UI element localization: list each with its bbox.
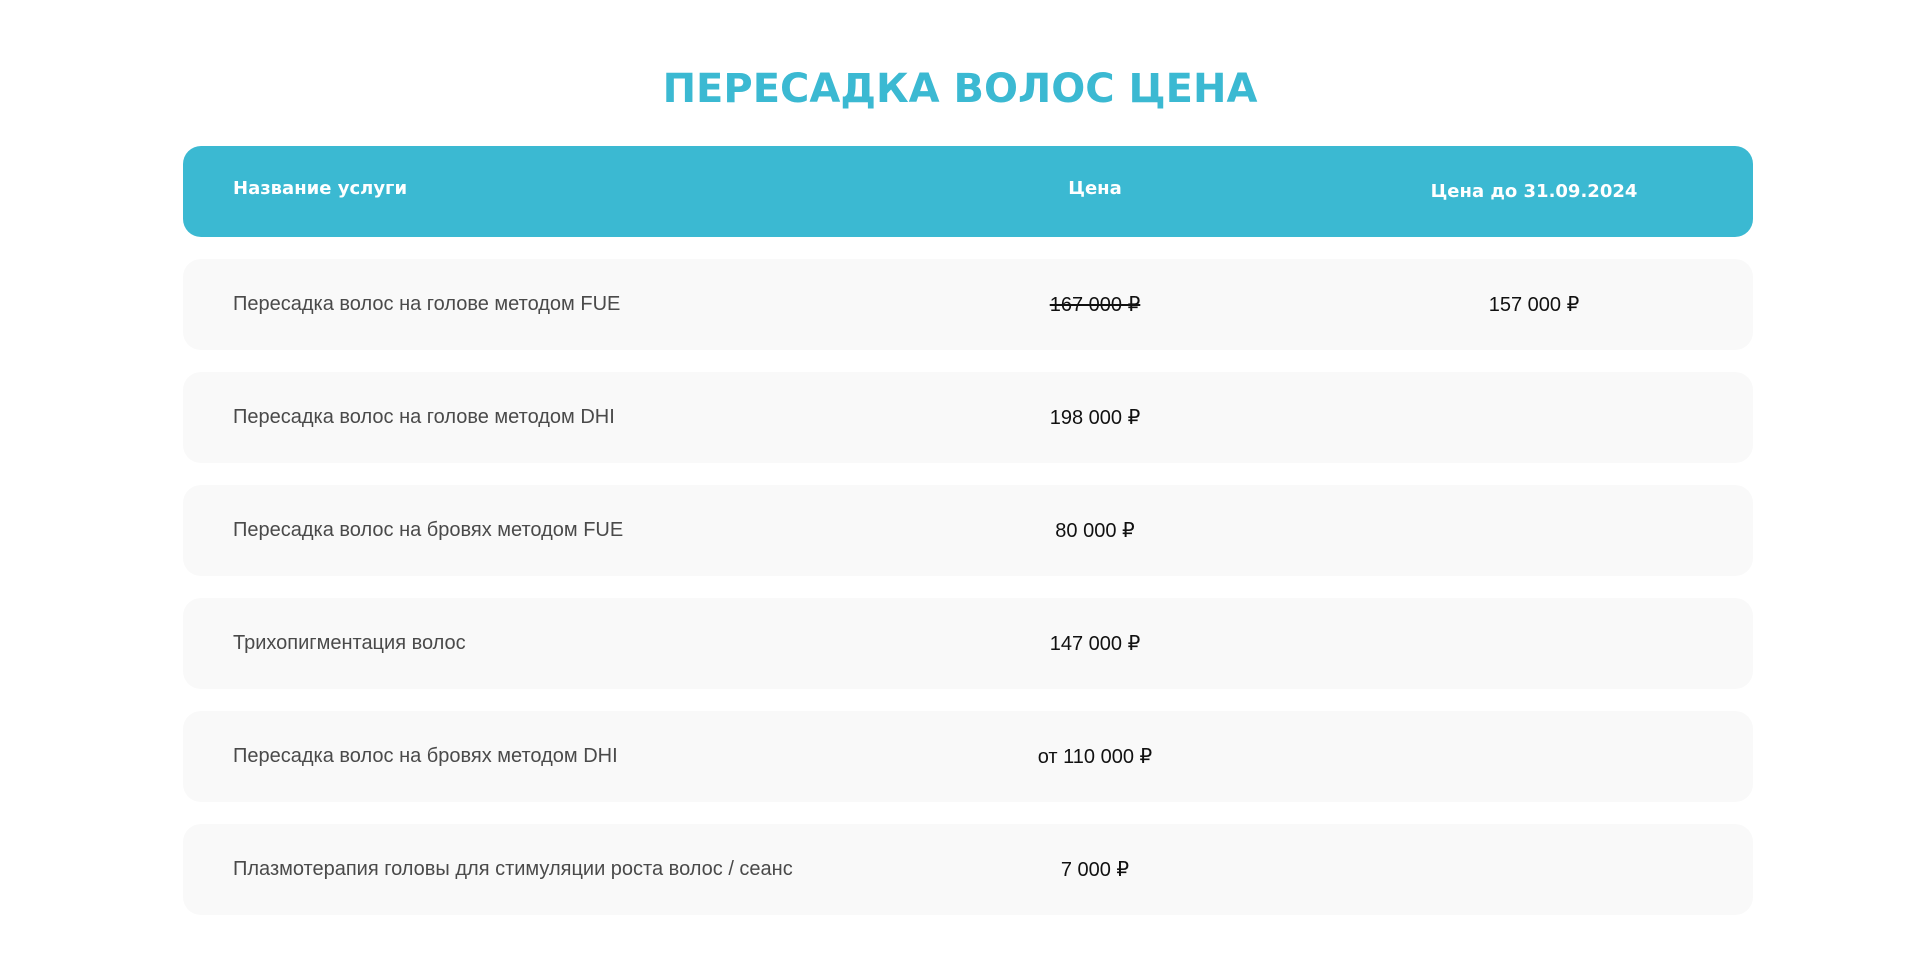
service-price-label: от 110 000 ₽	[1037, 746, 1153, 768]
service-price-label: 7 000 ₽	[1060, 859, 1130, 881]
service-sale-price-label: 157 000 ₽	[1488, 294, 1580, 316]
table-header	[183, 146, 1753, 237]
service-name: Плазмотерапия головы для стимуляции роста волос / сеанс	[233, 858, 793, 880]
table-row	[183, 711, 1753, 802]
service-name: Трихопигментация волос	[233, 632, 466, 654]
service-price-label: 147 000 ₽	[1049, 633, 1141, 655]
table-row	[183, 372, 1753, 463]
header-sale-price-label: Цена до 31.09.2024	[1430, 181, 1638, 202]
service-name: Пересадка волос на голове методом DHI	[233, 406, 615, 428]
service-name: Пересадка волос на бровях методом FUE	[233, 519, 624, 541]
service-price-label: 167 000 ₽	[1049, 294, 1141, 316]
table-row	[183, 485, 1753, 576]
header-service-name: Название услуги	[233, 178, 408, 199]
table-row	[183, 259, 1753, 350]
service-name: Пересадка волос на голове методом FUE	[233, 293, 621, 315]
service-name: Пересадка волос на бровях методом DHI	[233, 745, 618, 767]
table-row	[183, 824, 1753, 915]
service-price-label: 80 000 ₽	[1055, 520, 1135, 542]
table-row	[183, 598, 1753, 689]
page-title: ПЕРЕСАДКА ВОЛОС ЦЕНА	[662, 66, 1258, 112]
price-table	[183, 146, 1753, 915]
service-price-label: 198 000 ₽	[1049, 407, 1141, 429]
header-price-label: Цена	[1068, 178, 1122, 199]
